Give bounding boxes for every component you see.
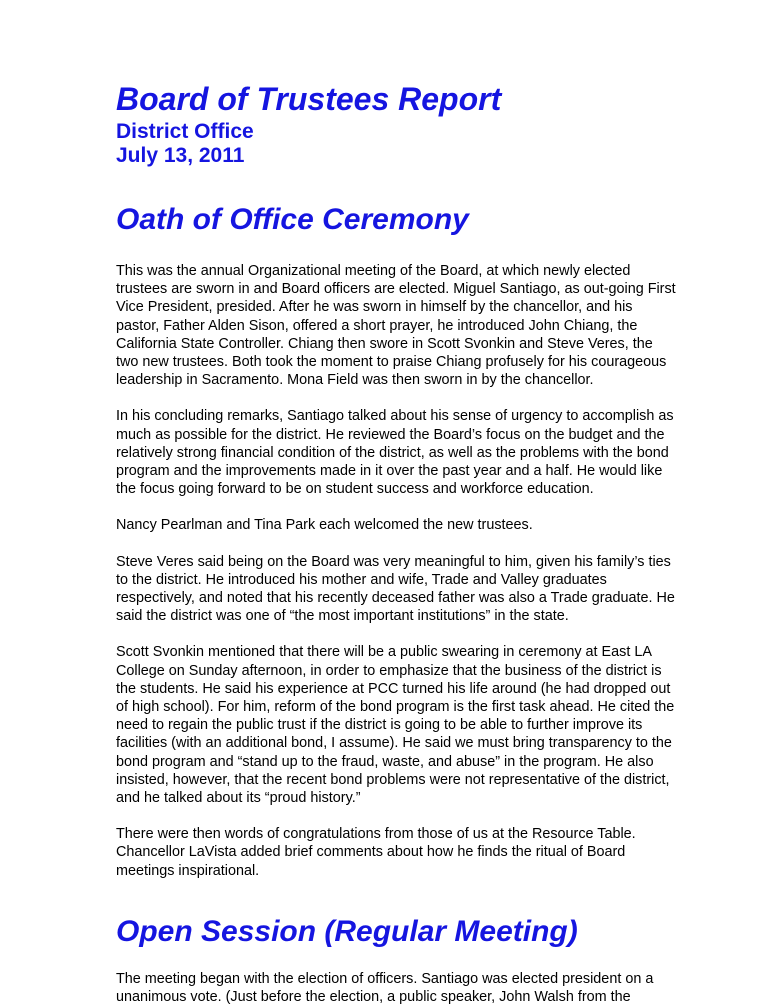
report-date: July 13, 2011 [116,144,245,167]
document-page [116,80,676,1006]
report-location: District Office [116,120,254,143]
section-heading-open-session: Open Session (Regular Meeting) [116,914,578,948]
paragraph: This was the annual Organizational meeting of the Board, at which newly elected trustees are sworn in and Board officers are elected. Miguel Santiago, as out-going First Vice President, presided. After he was sworn in himself by the chancellor, and his pastor, Father Alden Sison, offered a short prayer, he introduced John Chiang, the California State Controller. Chiang then swore in Scott Svonkin and Steve Veres, the two new trustees. Both took the moment to praise Chiang profusely for his courageous leadership in Sacramento. Mona Field was then sworn in by the chancellor. [116,263,676,389]
section-heading-oath: Oath of Office Ceremony [116,203,469,236]
paragraph: Nancy Pearlman and Tina Park each welcomed the new trustees. [116,517,533,534]
paragraph: Steve Veres said being on the Board was very meaningful to him, given his family’s ties to the district. He introduced his mother and wife, Trade and Valley graduates respectively, and noted that his recently deceased father was also a Trade graduate. He said the district was one of “the most important institutions” in the state. [116,553,675,625]
paragraph: There were then words of congratulations from those of us at the Resource Table. Chancellor LaVista added brief comments about how he finds the ritual of Board meetings inspirational. [116,826,636,879]
report-title: Board of Trustees Report [116,81,502,117]
paragraph: Scott Svonkin mentioned that there will be a public swearing in ceremony at East LA College on Sunday afternoon, in order to emphasize that the business of the district is the students. He said his experience at PCC turned his life around (he had dropped out of high school). For him, reform of the bond program is the first task ahead. He cited the need to regain the public trust if the district is going to be able to further improve its facilities (with an additional bond, I assume). He said we must bring transparency to the bond program and “stand up to the fraud, waste, and abuse” in the program. He also insisted, however, that the recent bond problems were not representative of the district, and he talked about its “proud history.” [116,644,675,807]
paragraph: In his concluding remarks, Santiago talked about his sense of urgency to accomplish as much as possible for the district. He reviewed the Board’s focus on the budget and the relatively strong financial condition of the district, as well as the problems with the bond program and the improvements made in it over the past year and a half. He would like the focus going forward to be on student success and workforce education. [116,408,674,498]
paragraph: The meeting began with the election of officers. Santiago was elected president on a unanimous vote. (Just before the election, a public speaker, John Walsh from the [116,970,654,1006]
